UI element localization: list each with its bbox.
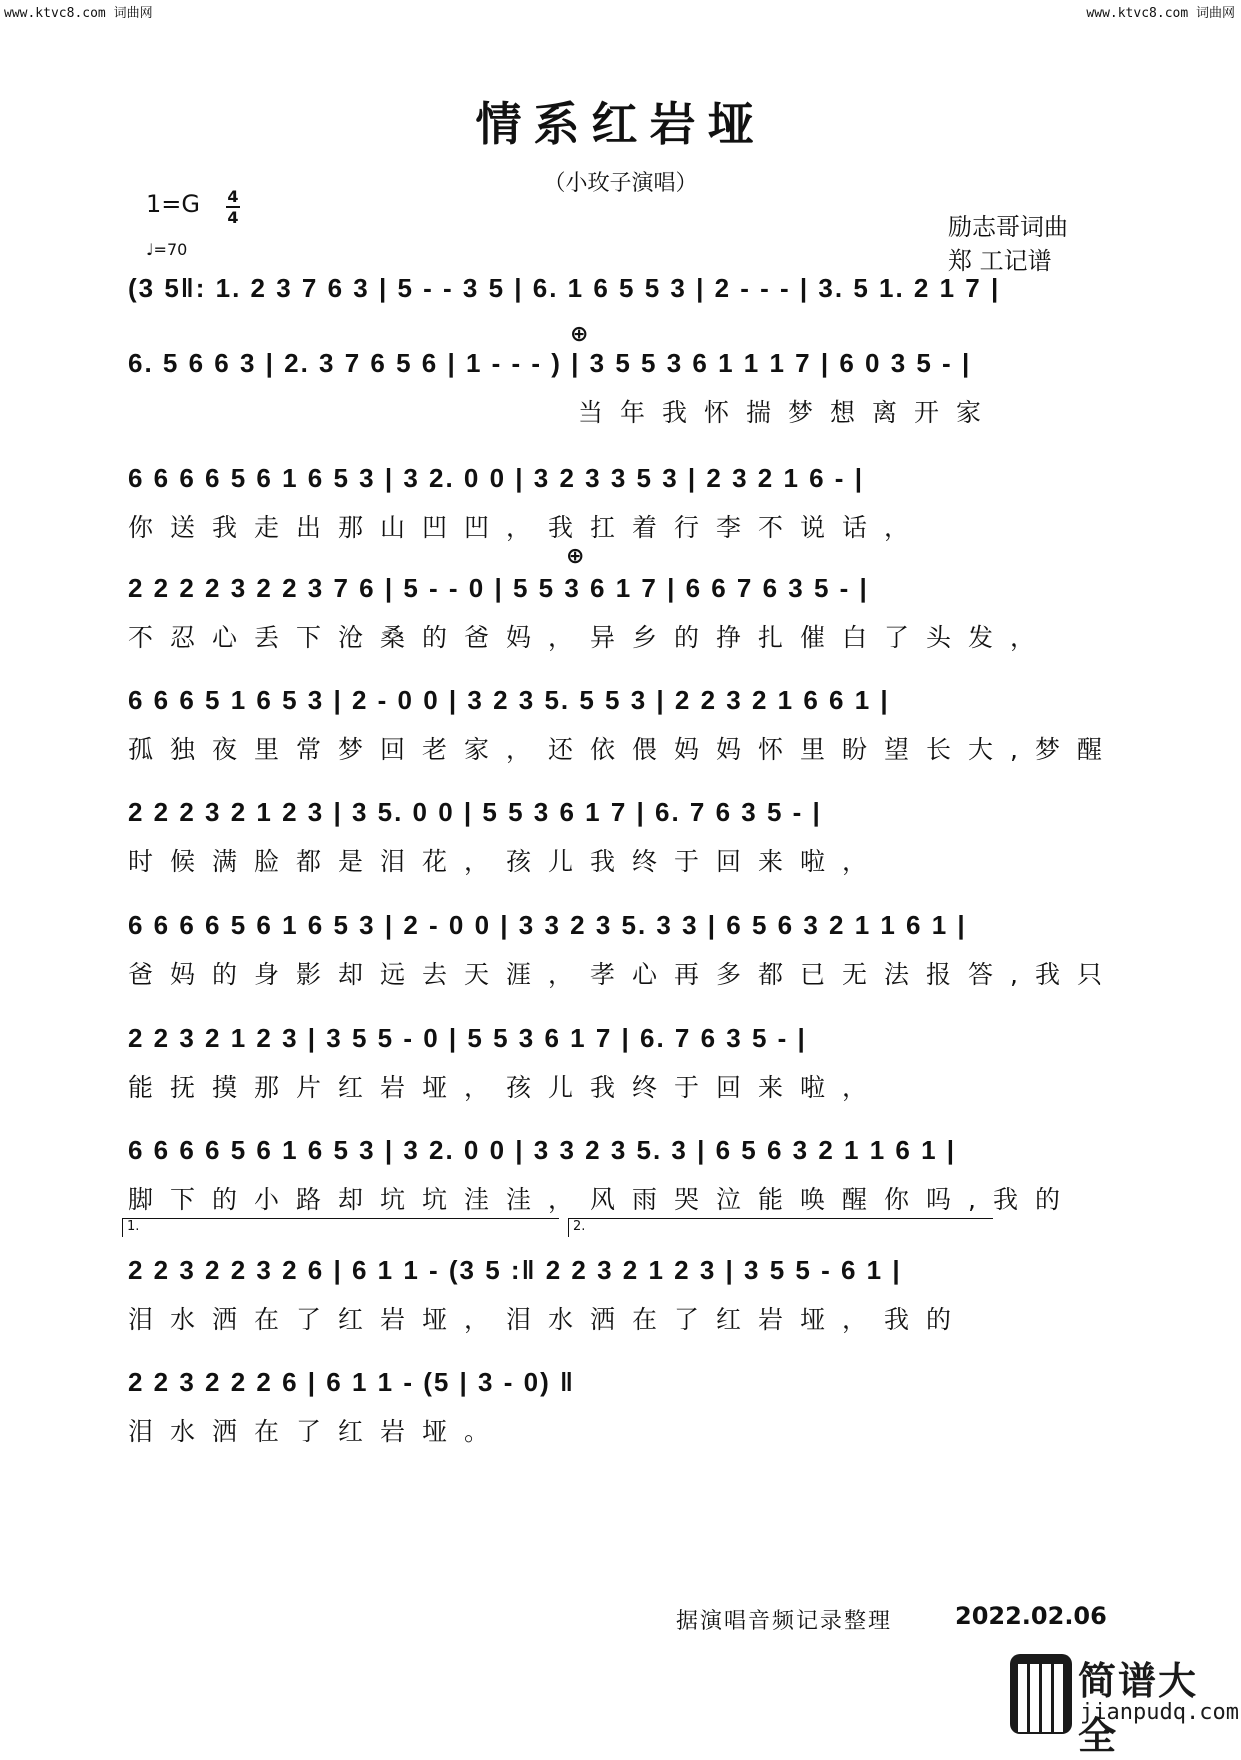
notation-line: 6 6 6 6 5 6 1 6 5 3 | 3 2. 0 0 | 3 2 3 3 5 3 | 2 3 2 1 6 - | <box>128 463 864 493</box>
lyric-line: 当年我怀揣梦想离开家 <box>578 398 999 427</box>
meter-top: 4 <box>227 187 239 206</box>
lyric-line: 泪水洒在了红岩垭，泪水洒在了红岩垭，我的 <box>128 1305 969 1334</box>
logo-url: jianpudq.com <box>1080 1700 1239 1725</box>
notation-line: 2 2 3 2 2 3 2 6 | 6 1 1 - (3 5 :‖ 2 2 3 2 1 2 3 | 3 5 5 - 6 1 | <box>128 1255 902 1285</box>
notation-line: 6. 5 6 6 3 | 2. 3 7 6 5 6 | 1 - - - ) | 3 5 5 3 6 1 1 1 7 | 6 0 3 5 - | <box>128 348 972 378</box>
segno-mark: ⊕ <box>570 322 589 347</box>
song-title: 情系红岩垭 <box>475 97 766 151</box>
credit-transcriber: 郑 工记谱 <box>948 247 1052 275</box>
site-logo <box>1010 1650 1239 1758</box>
notation-line: 2 2 3 2 1 2 3 | 3 5 5 - 0 | 5 5 3 6 1 7 | 6. 7 6 3 5 - | <box>128 1023 807 1053</box>
lyric-line: 能抚摸那片红岩垭，孩儿我终于回来啦， <box>128 1073 885 1102</box>
key-signature: 1=G <box>146 190 200 218</box>
lyric-line: 泪水洒在了红岩垭。 <box>128 1417 507 1446</box>
lyric-line: 孤独夜里常梦回老家，还依偎妈妈怀里盼望长大,梦醒 <box>128 735 1119 764</box>
notation-line: 6 6 6 6 5 6 1 6 5 3 | 3 2. 0 0 | 3 3 2 3 5. 3 | 6 5 6 3 2 1 1 6 1 | <box>128 1135 957 1165</box>
volta-second-ending: 2. <box>568 1218 993 1237</box>
footer-note: 据演唱音频记录整理 <box>676 1609 893 1634</box>
notation-line: (3 5‖: 1. 2 3 7 6 3 | 5 - - 3 5 | 6. 1 6 5 5 3 | 2 - - - | 3. 5 1. 2 1 7 | <box>128 273 1001 303</box>
logo-brand: 简谱大全 <box>1078 1659 1199 1758</box>
notation-line: 2 2 2 2 3 2 2 3 7 6 | 5 - - 0 | 5 5 3 6 1 7 | 6 6 7 6 3 5 - | <box>128 573 869 603</box>
lyric-line: 时候满脸都是泪花，孩儿我终于回来啦， <box>128 847 885 876</box>
lyric-line: 不忍心丢下沧桑的爸妈，异乡的挣扎催白了头发， <box>128 623 1053 652</box>
volta-first-ending: 1. <box>122 1218 559 1237</box>
song-subtitle: （小玫子演唱） <box>543 171 698 196</box>
credit-lyrics-music: 励志哥词曲 <box>948 213 1068 241</box>
time-signature <box>226 188 240 226</box>
footer-date: 2022.02.06 <box>955 1602 1107 1630</box>
lyric-line: 脚下的小路却坑坑洼洼，风雨哭泣能唤醒你吗,我的 <box>128 1185 1077 1214</box>
notation-line: 2 2 2 3 2 1 2 3 | 3 5. 0 0 | 5 5 3 6 1 7 | 6. 7 6 3 5 - | <box>128 797 822 827</box>
notation-line: 2 2 3 2 2 2 6 | 6 1 1 - (5 | 3 - 0) ‖ <box>128 1367 575 1397</box>
lyric-line: 你送我走出那山凹凹，我扛着行李不说话， <box>128 513 927 542</box>
lyric-line: 爸妈的身影却远去天涯，孝心再多都已无法报答,我只 <box>128 960 1119 989</box>
tempo-marking: ♩=70 <box>146 240 188 259</box>
meter-bottom: 4 <box>227 208 239 227</box>
notation-line: 6 6 6 6 5 6 1 6 5 3 | 2 - 0 0 | 3 3 2 3 5. 3 3 | 6 5 6 3 2 1 1 6 1 | <box>128 910 967 940</box>
segno-mark: ⊕ <box>566 544 585 569</box>
watermark-right: www.ktvc8.com 词曲网 <box>1086 6 1235 21</box>
notation-line: 6 6 6 5 1 6 5 3 | 2 - 0 0 | 3 2 3 5. 5 5 3 | 2 2 3 2 1 6 6 1 | <box>128 685 890 715</box>
piano-icon <box>1010 1654 1072 1734</box>
watermark-left: www.ktvc8.com 词曲网 <box>4 6 153 21</box>
